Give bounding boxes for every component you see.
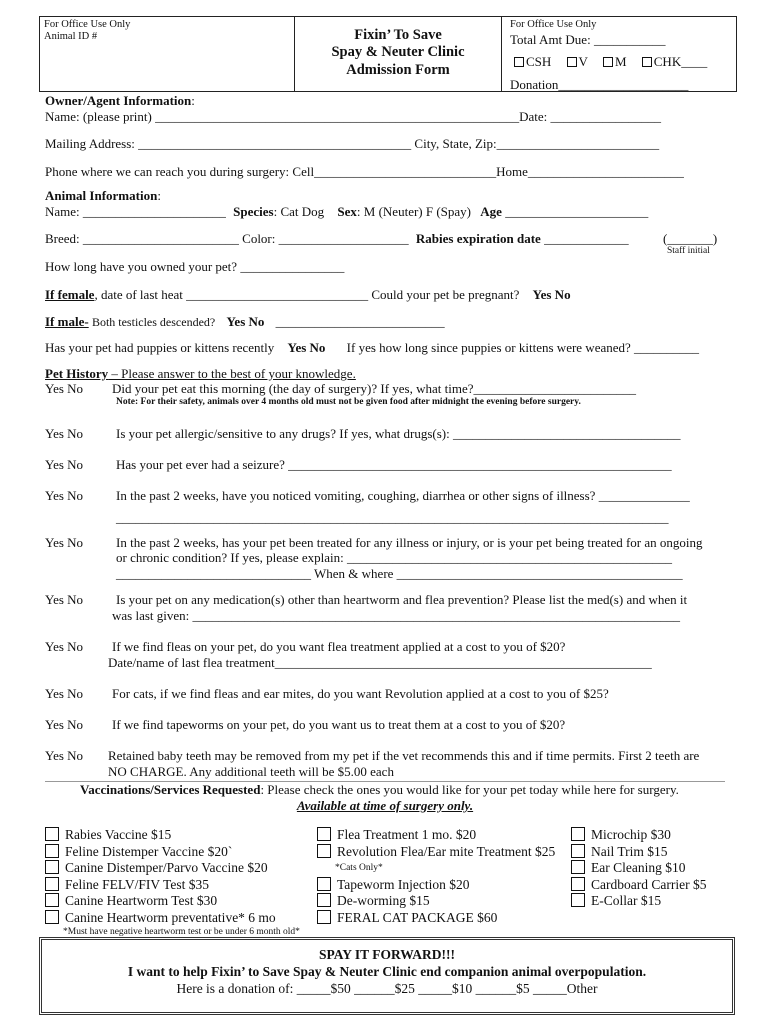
q4-illness-signs[interactable]: In the past 2 weeks, have you noticed vomiting, coughing, diarrhea or other signs of illness? ______________ xyxy=(116,488,690,503)
species-label: Species xyxy=(233,204,274,219)
q10-teeth-line-2: NO CHARGE. Any additional teeth will be $5.00 each xyxy=(108,764,394,779)
testicles-question: Both testicles descended? xyxy=(91,315,216,329)
owner-heading-text: Owner/Agent Information xyxy=(45,93,192,108)
service-label: Canine Distemper/Parvo Vaccine $20 xyxy=(65,860,268,875)
pregnant-yes-no[interactable]: Yes No xyxy=(532,287,571,302)
testicles-notes-field[interactable]: __________________________ xyxy=(275,314,445,329)
q6-yes-no[interactable]: Yes No xyxy=(45,592,84,607)
donation-options[interactable]: Here is a donation of: _____$50 ______$25 _____$10 ______$5 _____Other xyxy=(176,981,598,996)
service-checkbox[interactable] xyxy=(45,877,59,891)
service-checkbox[interactable] xyxy=(317,893,331,907)
q5-treatment-line-1: In the past 2 weeks, has your pet been treated for any illness or injury, or is your pet being treated for an ongoing xyxy=(116,535,703,550)
animal-heading-colon: : xyxy=(157,188,161,203)
q8-revolution: For cats, if we find fleas and ear mites, do you want Revolution applied at a cost to you of $25? xyxy=(112,686,609,701)
service-label: Feline Distemper Vaccine $20` xyxy=(65,843,233,859)
service-label: Microchip $30 xyxy=(591,827,671,842)
services-column-3 xyxy=(571,827,706,910)
service-label: FERAL CAT PACKAGE $60 xyxy=(337,909,498,925)
service-checkbox[interactable] xyxy=(45,844,59,858)
sex-options[interactable]: : M (Neuter) F (Spay) xyxy=(356,204,472,219)
q9-tapeworm: If we find tapeworms on your pet, do you want us to treat them at a cost to you of $20? xyxy=(112,717,566,732)
service-label: Feline FELV/FIV Test $35 xyxy=(65,876,209,892)
service-e-collar[interactable] xyxy=(571,893,706,910)
age-label: Age xyxy=(480,204,502,219)
services-heading-instructions: : Please check the ones you would like for your pet today while here for surgery. xyxy=(260,782,679,797)
q10-yes-no[interactable]: Yes No xyxy=(45,748,84,763)
payment-cash-label: CSH xyxy=(526,54,552,69)
service-microchip[interactable] xyxy=(571,827,706,844)
weaned-field[interactable]: If yes how long since puppies or kittens were weaned? __________ xyxy=(346,340,700,355)
service-label: Nail Trim $15 xyxy=(591,843,668,859)
office-use-label-right: For Office Use Only xyxy=(510,19,597,30)
male-label: If male- xyxy=(45,314,89,329)
office-header-box xyxy=(39,16,737,92)
puppies-question: Has your pet had puppies or kittens recently xyxy=(45,340,275,355)
q5-treatment-line-3[interactable]: ______________________________ When & where ____________________________________________ xyxy=(116,566,683,581)
q5-yes-no[interactable]: Yes No xyxy=(45,535,84,550)
service-felv-fiv-test[interactable] xyxy=(45,877,300,894)
service-label: Revolution Flea/Ear mite Treatment $25 xyxy=(337,843,556,859)
q6-medication-line-1: Is your pet on any medication(s) other than heartworm and flea prevention? Please list the med(s) and when it xyxy=(116,592,688,607)
owner-section-heading xyxy=(45,93,195,109)
service-label: E-Collar $15 xyxy=(591,893,662,908)
q2-yes-no[interactable]: Yes No xyxy=(45,426,84,441)
spay-it-forward-box xyxy=(39,937,735,1015)
male-row xyxy=(45,314,445,330)
mailing-address-field[interactable]: Mailing Address: __________________________________________ City, State, Zip:_________________________ xyxy=(45,136,660,151)
service-checkbox[interactable] xyxy=(317,844,331,858)
female-row xyxy=(45,287,571,303)
office-use-label-left: For Office Use Only xyxy=(44,19,131,30)
service-label: Canine Heartworm Test $30 xyxy=(65,893,218,908)
female-label: If female xyxy=(45,287,95,302)
rabies-expiration-label: Rabies expiration date xyxy=(415,231,541,246)
services-heading-label: Vaccinations/Services Requested xyxy=(80,782,261,797)
form-title-line-2: Spay & Neuter Clinic xyxy=(331,44,465,61)
service-heartworm-preventative[interactable] xyxy=(45,910,300,927)
service-checkbox[interactable] xyxy=(45,893,59,907)
service-label: Rabies Vaccine $15 xyxy=(65,827,172,842)
service-label: Tapeworm Injection $20 xyxy=(337,876,470,892)
service-checkbox[interactable] xyxy=(317,827,331,841)
owned-duration-field[interactable]: How long have you owned your pet? ________________ xyxy=(45,259,345,274)
service-cardboard-carrier[interactable] xyxy=(571,877,706,894)
donation-field[interactable]: Donation____________________ xyxy=(510,77,689,92)
q6-medication-line-2[interactable]: was last given: ___________________________________________________________________________ xyxy=(112,608,681,623)
phone-field[interactable]: Phone where we can reach you during surgery: Cell____________________________Home________________________ xyxy=(45,164,684,179)
q7-last-flea-treatment[interactable]: Date/name of last flea treatment__________________________________________________________ xyxy=(108,655,652,670)
q5-treatment-line-2[interactable]: or chronic condition? If yes, please explain: __________________________________________________ xyxy=(116,550,673,565)
service-checkbox[interactable] xyxy=(571,827,585,841)
service-tapeworm-injection[interactable] xyxy=(317,877,555,894)
animal-name-field[interactable]: Name: ______________________ xyxy=(45,204,226,219)
service-label: De-worming $15 xyxy=(337,893,430,908)
payment-cash-checkbox[interactable] xyxy=(514,57,524,67)
sex-label: Sex xyxy=(337,204,357,219)
animal-section-heading xyxy=(45,188,161,204)
q9-yes-no[interactable]: Yes No xyxy=(45,717,84,732)
services-column-1 xyxy=(45,827,300,938)
breed-color-field[interactable]: Breed: ________________________ Color: ____________________ xyxy=(45,231,409,246)
q8-yes-no[interactable]: Yes No xyxy=(45,686,84,701)
payment-visa-label: V xyxy=(578,54,588,69)
service-checkbox[interactable] xyxy=(571,844,585,858)
q1-ate-this-morning[interactable]: Did your pet eat this morning (the day of surgery)? If yes, what time?_________________________ xyxy=(112,381,636,396)
q7-yes-no[interactable]: Yes No xyxy=(45,639,84,654)
service-checkbox[interactable] xyxy=(317,910,331,924)
spay-it-forward-statement: I want to help Fixin’ to Save Spay & Neuter Clinic end companion animal overpopulation. xyxy=(127,964,647,979)
history-heading-label: Pet History xyxy=(45,366,109,381)
cats-only-note: *Cats Only* xyxy=(335,863,383,873)
service-revolution[interactable] xyxy=(317,844,555,861)
service-label: Cardboard Carrier $5 xyxy=(591,876,707,892)
form-title-line-1: Fixin’ To Save xyxy=(354,27,442,43)
testicles-yes-no[interactable]: Yes No xyxy=(226,314,265,329)
q1-fasting-note: Note: For their safety, animals over 4 months old must not be given food after midnight the evening before surgery. xyxy=(116,397,581,407)
staff-initial-field[interactable]: (_______) xyxy=(663,231,718,246)
service-flea-treatment[interactable] xyxy=(317,827,555,844)
animal-id-field[interactable]: Animal ID # xyxy=(44,31,98,42)
animal-heading-text: Animal Information xyxy=(45,188,158,203)
service-rabies-vaccine[interactable] xyxy=(45,827,300,844)
q2-drug-allergy[interactable]: Is your pet allergic/sensitive to any drugs? If yes, what drugs(s): ___________________________________ xyxy=(116,426,681,441)
header-divider-right xyxy=(501,17,502,91)
q7-flea-treatment: If we find fleas on your pet, do you want flea treatment applied at a cost to you of $20? xyxy=(112,639,566,654)
payment-check-label: CHK____ xyxy=(653,54,708,69)
animal-name-row xyxy=(45,204,648,220)
species-options[interactable]: : Cat Dog xyxy=(273,204,325,219)
service-checkbox[interactable] xyxy=(317,877,331,891)
service-label: Canine Heartworm preventative* 6 mo xyxy=(65,909,276,925)
service-ear-cleaning[interactable] xyxy=(571,860,706,877)
history-heading xyxy=(45,366,356,382)
female-heat-question[interactable]: , date of last heat ____________________________ Could your pet be pregnant? xyxy=(94,287,520,302)
staff-initial-label: Staff initial xyxy=(667,246,710,256)
services-column-2 xyxy=(317,827,555,926)
age-field[interactable]: ______________________ xyxy=(505,204,649,219)
services-heading xyxy=(80,782,679,798)
service-label: Flea Treatment 1 mo. $20 xyxy=(337,827,477,842)
payment-mastercard-label: M xyxy=(614,54,627,69)
service-checkbox[interactable] xyxy=(571,893,585,907)
service-feline-distemper[interactable] xyxy=(45,844,300,861)
payment-method-row xyxy=(514,54,707,70)
services-availability: Available at time of surgery only. xyxy=(296,798,474,813)
service-checkbox[interactable] xyxy=(45,860,59,874)
q4-extra-line[interactable]: _____________________________________________________________________________________ xyxy=(116,510,669,525)
rabies-expiration-field[interactable]: _____________ xyxy=(544,231,629,246)
puppies-yes-no[interactable]: Yes No xyxy=(287,340,326,355)
q3-seizure[interactable]: Has your pet ever had a seizure? ___________________________________________________________ xyxy=(116,457,672,472)
service-checkbox[interactable] xyxy=(45,827,59,841)
payment-mastercard-checkbox[interactable] xyxy=(603,57,613,67)
total-amount-due-field[interactable]: Total Amt Due: ___________ xyxy=(510,32,666,47)
service-checkbox[interactable] xyxy=(571,860,585,874)
q10-teeth-line-1: Retained baby teeth may be removed from my pet if the vet recommends this and if time permits. First 2 teeth are xyxy=(108,748,700,763)
puppies-row xyxy=(45,340,699,356)
q4-yes-no[interactable]: Yes No xyxy=(45,488,84,503)
form-title xyxy=(295,27,501,79)
service-heartworm-test[interactable] xyxy=(45,893,300,910)
form-title-line-3: Admission Form xyxy=(346,61,450,78)
owner-heading-colon: : xyxy=(191,93,195,108)
service-deworming[interactable] xyxy=(317,893,555,910)
service-checkbox[interactable] xyxy=(45,910,59,924)
breed-row xyxy=(45,231,629,247)
service-nail-trim[interactable] xyxy=(571,844,706,861)
service-canine-distemper-parvo[interactable] xyxy=(45,860,300,877)
payment-check-checkbox[interactable] xyxy=(642,57,652,67)
owner-name-field[interactable]: Name: (please print) ________________________________________________________Date: _________________ xyxy=(45,109,661,124)
payment-visa-checkbox[interactable] xyxy=(567,57,577,67)
service-feral-cat-package[interactable] xyxy=(317,910,555,927)
q1-yes-no[interactable]: Yes No xyxy=(45,381,84,396)
q3-yes-no[interactable]: Yes No xyxy=(45,457,84,472)
history-heading-instructions: – Please answer to the best of your knowledge. xyxy=(108,366,356,381)
service-checkbox[interactable] xyxy=(571,877,585,891)
heartworm-note: *Must have negative heartworm test or be under 6 month old* xyxy=(63,927,300,937)
spay-it-forward-title: SPAY IT FORWARD!!! xyxy=(318,947,456,962)
service-label: Ear Cleaning $10 xyxy=(591,860,686,875)
